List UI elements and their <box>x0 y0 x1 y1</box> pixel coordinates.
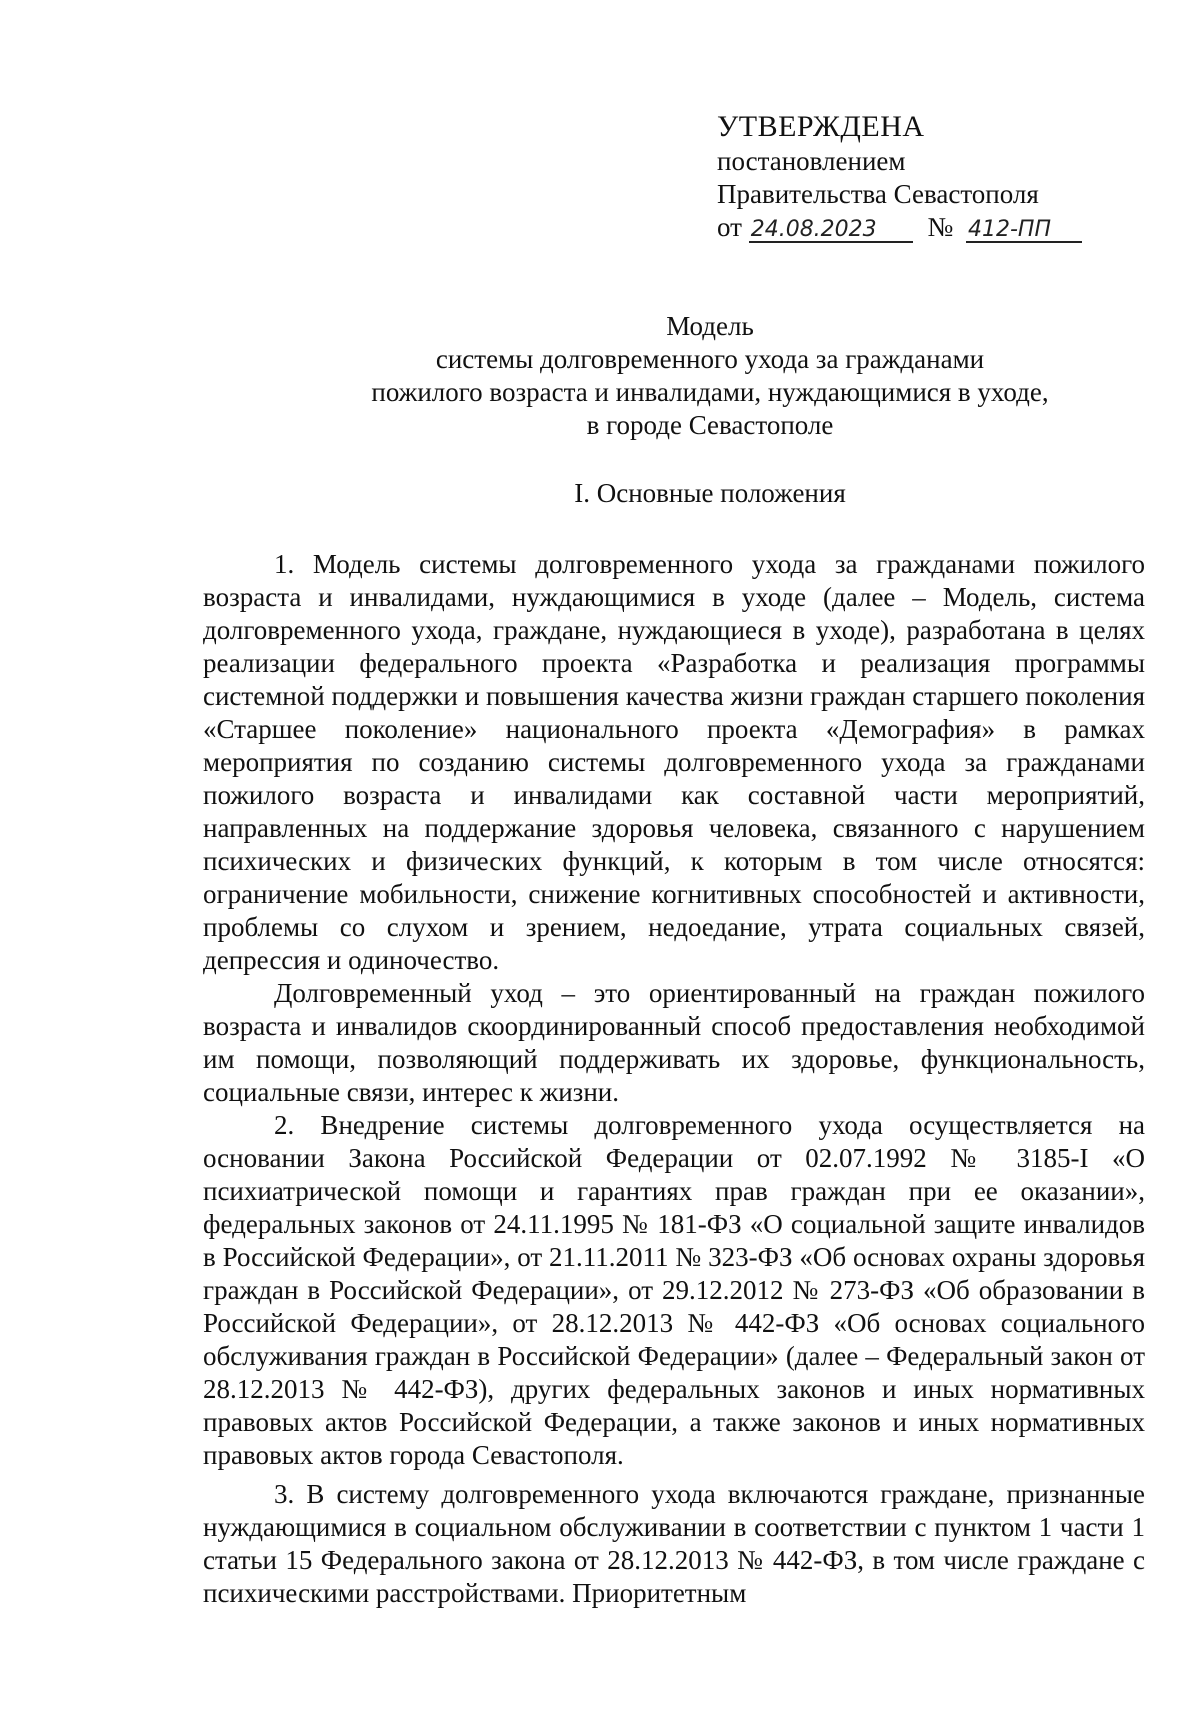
paragraph-3: 2. Внедрение системы долговременного ухода осуществляется на основании Закона Российской Федерации от 02.07.1992 № 3185-I «О психиатрической помощи и гарантиях прав граждан при ее оказании», федеральных законов от 24.11.1995 № 181-ФЗ «О социальной защите инвалидов в Российской Федерации», от 21.11.2011 № 323-ФЗ «Об основах охраны здоровья граждан в Российской Федерации», от 29.12.2012 № 273-ФЗ «Об образовании в Российской Федерации», от 28.12.2013 № 442-ФЗ «Об основах социального обслуживания граждан в Российской Федерации» (далее – Федеральный закон от 28.12.2013 № 442-ФЗ), других федеральных законов и иных нормативных правовых актов Российской Федерации, а также законов и иных нормативных правовых актов города Севастополя. <box>203 1110 1145 1470</box>
approval-block <box>717 110 1117 244</box>
document-body <box>203 548 1145 1610</box>
title-line-3: пожилого возраста и инвалидами, нуждающимися в уходе, <box>371 377 1049 407</box>
handwritten-date: 24.08.2023 <box>749 219 913 243</box>
number-label: № <box>927 212 954 242</box>
paragraph-2: Долговременный уход – это ориентированный на граждан пожилого возраста и инвалидов скоординированный способ предоставления необходимой им помощи, позволяющий поддерживать их здоровье, функциональность, социальные связи, интерес к жизни. <box>203 978 1145 1107</box>
approval-line-government: Правительства Севастополя <box>717 179 1039 209</box>
paragraph-1: 1. Модель системы долговременного ухода за гражданами пожилого возраста и инвалидами, нуждающимися в уходе (далее – Модель, система долговременного ухода, граждане, нуждающиеся в уходе), разработана в целях реализации федерального проекта «Разработка и реализация программы системной поддержки и повышения качества жизни граждан старшего поколения «Старшее поколение» национального проекта «Демография» в рамках мероприятия по созданию системы долговременного ухода за гражданами пожилого возраста и инвалидами как составной части мероприятий, направленных на поддержание здоровья человека, связанного с нарушением психических и физических функций, к которым в том числе относятся: ограничение мобильности, снижение когнитивных способностей и активности, проблемы со слухом и зрением, недоедание, утрата социальных связей, депрессия и одиночество. <box>203 549 1145 975</box>
handwritten-number: 412-ПП <box>966 219 1082 243</box>
document-title <box>260 310 1160 442</box>
title-line-2: системы долговременного ухода за гражданами <box>435 344 985 374</box>
paragraph-4: 3. В систему долговременного ухода включаются граждане, признанные нуждающимися в социальном обслуживании в соответствии с пунктом 1 части 1 статьи 15 Федерального закона от 28.12.2013 № 442-ФЗ, в том числе граждане с психическими расстройствами. Приоритетным <box>203 1479 1145 1608</box>
approval-heading: УТВЕРЖДЕНА <box>717 110 925 143</box>
title-line-4: в городе Севастополе <box>586 410 834 440</box>
approval-date-number-row <box>717 211 1117 244</box>
approval-line-decree: постановлением <box>717 146 906 176</box>
section-heading: I. Основные положения <box>574 478 846 508</box>
from-label: от <box>717 212 742 242</box>
title-line-1: Модель <box>666 311 754 341</box>
